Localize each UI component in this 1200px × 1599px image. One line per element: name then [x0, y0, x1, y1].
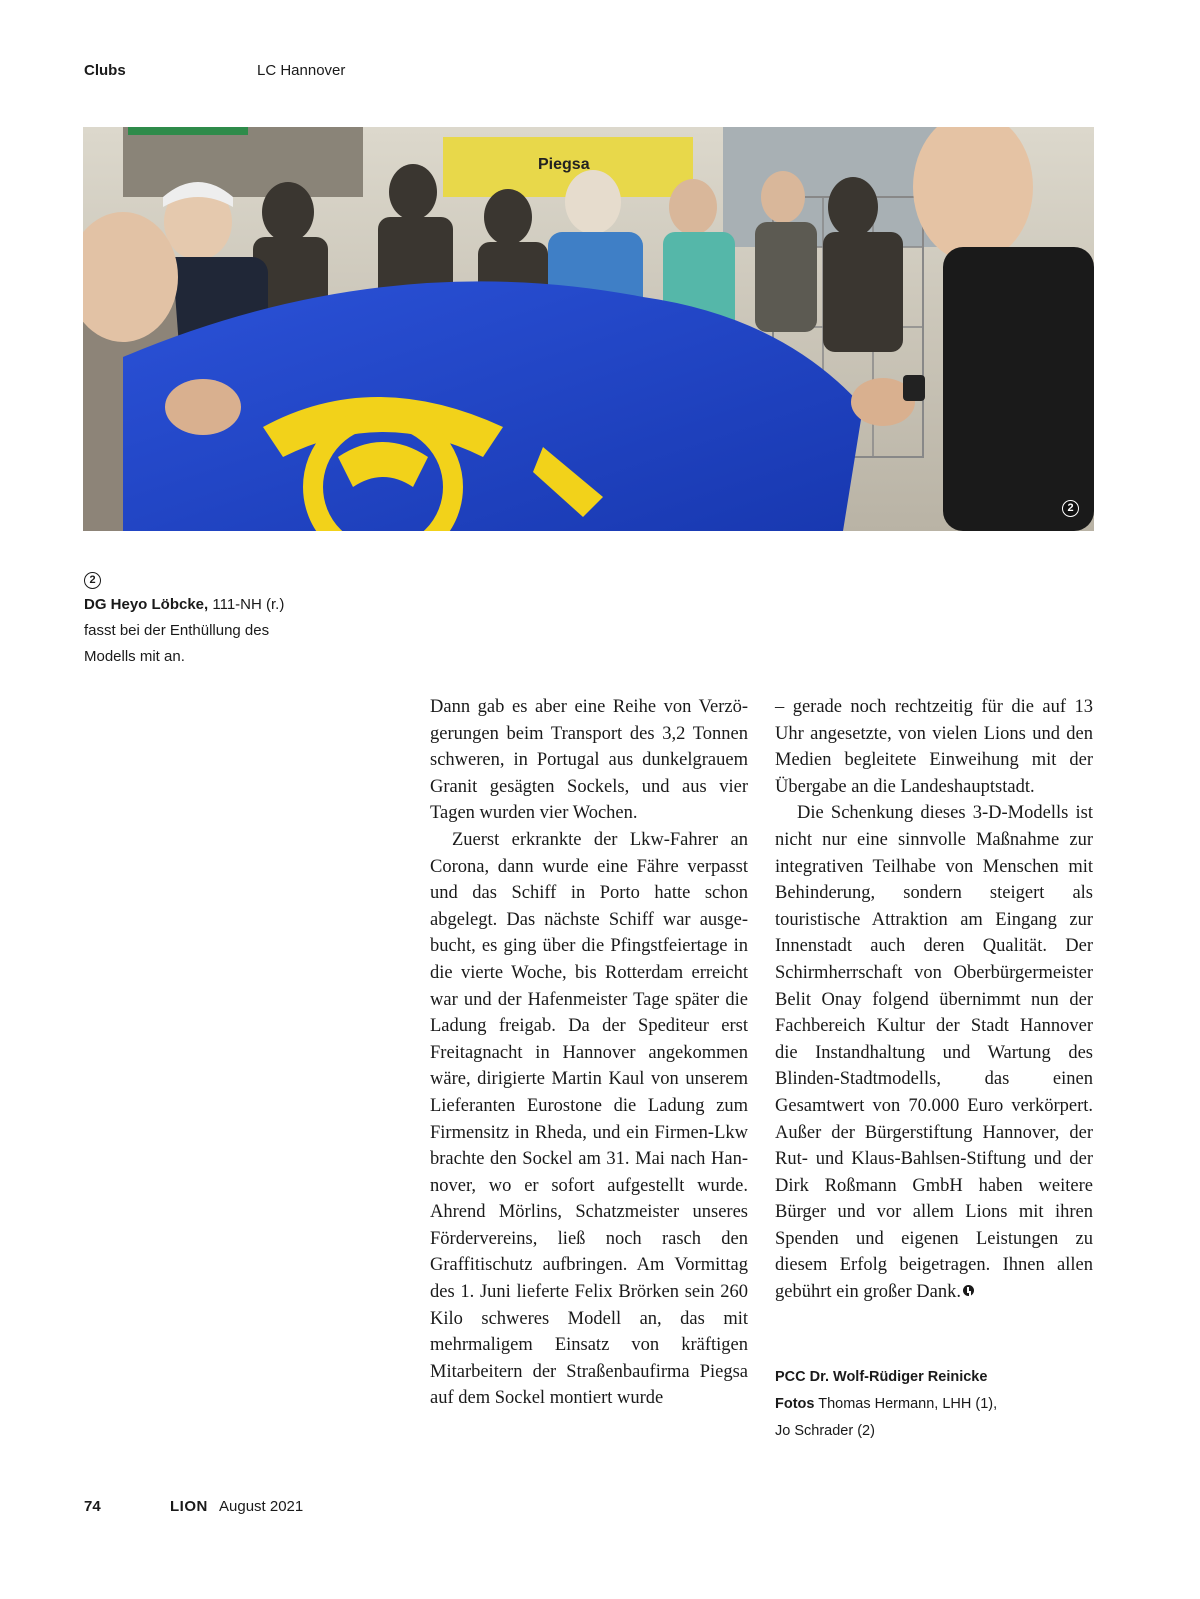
- photo-illustration: [83, 127, 1094, 531]
- photo-credit-line-1: Thomas Hermann, LHH (1),: [814, 1396, 998, 1412]
- article-paragraph-text: Die Schenkung dieses 3-D-Modells ist nicht nur eine sinnvolle Maßnahme zur integrativen Teilhabe von Menschen mit Behinderung, sondern steigert als touristische Attraktion am Eingang zur Innenstadt auch deren Qualität. Der Schirmherrschaft von Oberbürgermeister Belit Onay folgend übernimmt nun der Fachbereich Kultur der Stadt Hannover die Instandhaltung und Wartung des Blinden-Stadtmodells, das einen Gesamtwert von 70.000 Euro verkörpert. Außer der Bürgerstiftung Hannover, der Rut- und Klaus-Bahlsen-Stiftung und der Dirk Roßmann GmbH haben weitere Bürger und vor allem Lions mit ihren Spenden und eigenen Leistungen zu diesem Erfolg beigetragen. Ihnen allen gebührt ein großer Dank.: [775, 803, 1093, 1303]
- article-paragraph: Dann gab es aber eine Reihe von Verzögerungen beim Transport des 3,2 Tonnen schweren, in Portugal aus dunkelgrauem Granit gesägten Sockels, und aus vier Tagen wurden vier Wochen.: [430, 697, 748, 824]
- article-photo: [83, 127, 1094, 531]
- banner-text: Piegsa: [538, 156, 590, 173]
- photo-caption: [84, 566, 344, 670]
- caption-district: 111-NH (r.): [208, 596, 285, 613]
- photo-credit-line-2: Jo Schrader (2): [775, 1423, 875, 1439]
- lions-end-mark-icon: [963, 1285, 974, 1296]
- caption-name: DG Heyo Löbcke,: [84, 596, 209, 613]
- photo-number-badge: 2: [1062, 500, 1079, 517]
- caption-number-badge: 2: [84, 572, 101, 589]
- article-paragraph: – gerade noch rechtzeitig für die auf 13 Uhr angesetzte, von vielen Lions und den Medien begleitete Einweihung mit der Übergabe an die Landeshauptstadt.: [775, 697, 1093, 797]
- photos-label: Fotos: [775, 1396, 815, 1412]
- club-label: LC Hannover: [257, 62, 346, 79]
- article-column-left: [430, 694, 748, 1412]
- article-column-right: [775, 694, 1093, 1306]
- caption-line-2: fasst bei der Enthüllung des: [84, 622, 270, 639]
- caption-line-3: Modells mit an.: [84, 648, 185, 665]
- magazine-name: LION: [170, 1498, 208, 1515]
- article-paragraph: Zuerst erkrankte der Lkw-Fahrer an Corona, dann wurde eine Fähre verpasst und das Schiff in Porto hatte schon abgelegt. Das nächste Schiff war ausgebucht, es ging über die Pfingstfeiertage in die vierte Woche, bis Rotterdam erreicht war und der Hafenmeister Tage später die Ladung freigab. Da der Spediteur erst Freitagnacht in Hannover angekommen wäre, dirigierte Martin Kaul von unserem Lieferanten Eurostone die Ladung zum Firmensitz in Rheda, und ein Firmen-Lkw brachte den Sockel am 31. Mai nach Hannover, wo er sofort aufgestellt wurde. Ahrend Mörlins, Schatzmeister unseres Fördervereins, ließ noch rasch den Graffitischutz aufbringen. Am Vormittag des 1. Juni lieferte Felix Brörken sein 260 Kilo schweres Modell an, das mit mehrmaligem Einsatz von kräftigen Mitarbeitern der Straßenbaufirma Piegsa auf dem Sockel montiert wurde: [430, 829, 748, 1409]
- author-name: PCC Dr. Wolf-Rüdiger Reinicke: [775, 1369, 988, 1385]
- article-paragraph: [775, 800, 1093, 1305]
- section-label: Clubs: [84, 62, 126, 79]
- issue-date: August 2021: [219, 1498, 304, 1515]
- article-credits: [775, 1364, 1093, 1445]
- page-number: 74: [84, 1498, 101, 1515]
